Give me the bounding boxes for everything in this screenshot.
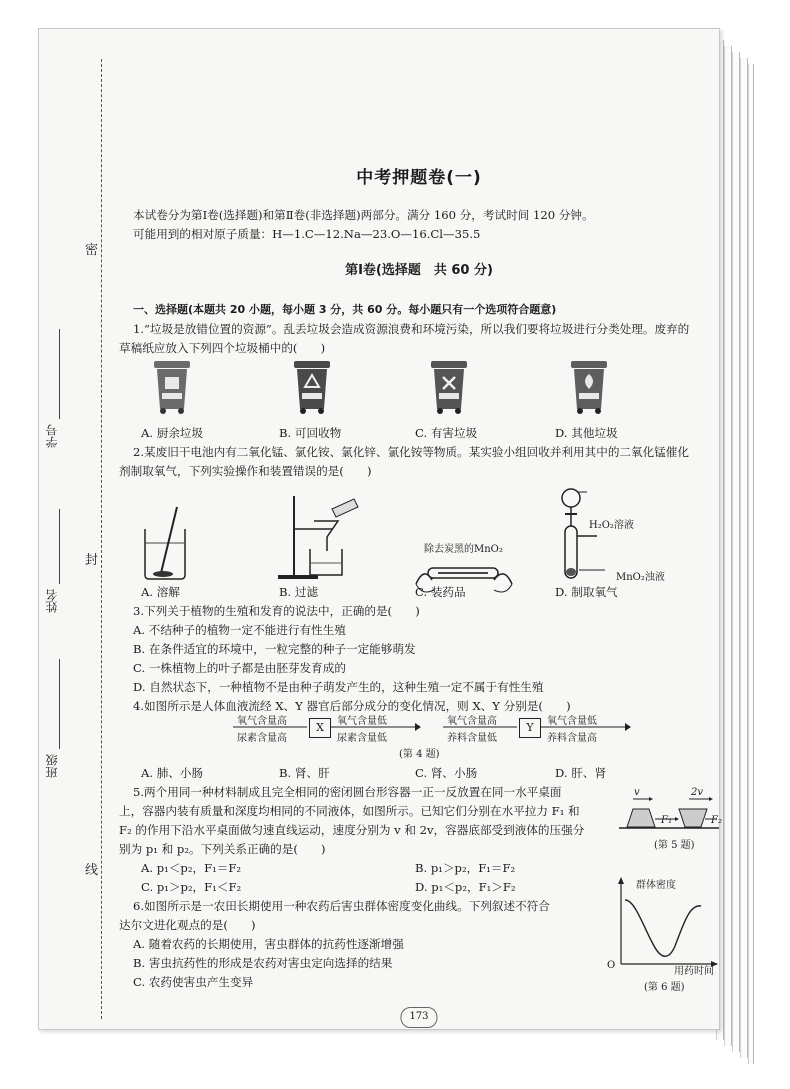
q3-option-b[interactable]: B. 在条件适宜的环境中，一粒完整的种子一定能够萌发 bbox=[133, 642, 416, 656]
q5-option-d[interactable]: D. p₁＜p₂，F₁＞F₂ bbox=[415, 880, 516, 894]
q4-option-d[interactable]: D. 肝、肾 bbox=[555, 766, 607, 780]
page-edge bbox=[724, 46, 732, 1046]
q6-ylabel: 群体密度 bbox=[636, 880, 676, 891]
exam-content bbox=[119, 29, 722, 1029]
page-edge bbox=[748, 64, 754, 1064]
q2-stem-line2: 剂制取氧气，下列实验操作和装置错误的是( ) bbox=[119, 464, 372, 478]
section-title: 第Ⅰ卷(选择题 共 60 分) bbox=[345, 263, 493, 278]
seal-char-mi: 密 bbox=[85, 243, 99, 258]
q3-stem: 3.下列关于植物的生殖和发育的说法中，正确的是( ) bbox=[133, 604, 420, 618]
page-number: 173 bbox=[400, 1007, 437, 1028]
q6-stem-line1: 6.如图所示是一农田长期使用一种农药后害虫群体密度变化曲线。下列叙述不符合 bbox=[133, 899, 550, 913]
filtration-stand-figure bbox=[274, 491, 364, 581]
q2-option-c[interactable]: C. 装药品 bbox=[415, 585, 466, 599]
q6-stem-line2: 达尔文进化观点的是( ) bbox=[119, 918, 256, 932]
atomic-masses: 可能用到的相对原子质量：H—1.C—12.Na—23.O—16.Cl—35.5 bbox=[133, 227, 481, 241]
q6-option-c[interactable]: C. 农药使害虫产生变异 bbox=[133, 975, 254, 989]
trash-bin-icon-hazardous bbox=[429, 359, 469, 415]
q2-h2o2-label: H₂O₂溶液 bbox=[589, 520, 634, 531]
q6-density-curve bbox=[617, 874, 719, 969]
q2-option-d[interactable]: D. 制取氧气 bbox=[555, 585, 618, 599]
trash-bin-icon-recyclable bbox=[292, 359, 332, 415]
q4-x-in-top: 氧气含量高 bbox=[237, 716, 287, 727]
q3-option-d[interactable]: D. 自然状态下，一种植物不是由种子萌发产生的，这种生殖一定不属于有性生殖 bbox=[133, 680, 544, 694]
q5-option-c[interactable]: C. p₁＞p₂，F₁＜F₂ bbox=[141, 880, 242, 894]
q5-f1-label: F₁ bbox=[661, 815, 672, 826]
q6-option-b[interactable]: B. 害虫抗药性的形成是农药对害虫定向选择的结果 bbox=[133, 956, 393, 970]
q1-option-d[interactable]: D. 其他垃圾 bbox=[555, 426, 618, 440]
q1-option-b[interactable]: B. 可回收物 bbox=[279, 426, 342, 440]
field-student-id-blank[interactable] bbox=[59, 329, 60, 419]
q4-x-arrow bbox=[231, 719, 421, 735]
q5-containers-figure bbox=[619, 797, 719, 833]
page-title: 中考押题卷(一) bbox=[356, 168, 482, 188]
q4-x-box: X bbox=[309, 718, 331, 738]
q5-stem-line3: F₂ 的作用下沿水平桌面做匀速直线运动，速度分别为 v 和 2v，容器底部受到液体的压强分 bbox=[119, 823, 585, 837]
section-instructions: 一、选择题(本题共 20 小题，每小题 3 分，共 60 分。每小题只有一个选项符合题意) bbox=[133, 303, 557, 316]
q4-x-out-top: 氧气含量低 bbox=[337, 716, 387, 727]
q4-caption: (第 4 题) bbox=[399, 749, 440, 760]
q1-option-a[interactable]: A. 厨余垃圾 bbox=[141, 426, 204, 440]
field-name-label: 姓名 bbox=[45, 589, 59, 613]
q4-y-out-top: 氧气含量低 bbox=[547, 716, 597, 727]
q5-stem-line2: 上，容器内装有质量和深度均相同的不同液体，如图所示。已知它们分别在水平拉力 F₁ 和 bbox=[119, 804, 580, 818]
q4-y-arrow bbox=[441, 719, 631, 735]
page-edge bbox=[732, 52, 740, 1052]
q4-option-b[interactable]: B. 肾、肝 bbox=[279, 766, 330, 780]
q4-x-out-bottom: 尿素含量低 bbox=[337, 733, 387, 744]
q6-xlabel: 用药时间 bbox=[674, 966, 714, 977]
q1-option-c[interactable]: C. 有害垃圾 bbox=[415, 426, 478, 440]
seal-char-feng: 封 bbox=[85, 553, 99, 568]
page-edge bbox=[740, 58, 748, 1058]
q4-y-out-bottom: 养料含量高 bbox=[547, 733, 597, 744]
trash-bin-icon-kitchen bbox=[152, 359, 192, 415]
q5-option-a[interactable]: A. p₁＜p₂，F₁＝F₂ bbox=[141, 861, 242, 875]
q5-v2-label: 2v bbox=[691, 787, 704, 798]
q4-y-in-top: 氧气含量高 bbox=[447, 716, 497, 727]
q4-y-box: Y bbox=[519, 718, 541, 738]
q3-option-a[interactable]: A. 不结种子的植物一定不能进行有性生殖 bbox=[133, 623, 346, 637]
q3-option-c[interactable]: C. 一株植物上的叶子都是由胚芽发育成的 bbox=[133, 661, 346, 675]
q6-option-a[interactable]: A. 随着农药的长期使用，害虫群体的抗药性逐渐增强 bbox=[133, 937, 404, 951]
q4-x-in-bottom: 尿素含量高 bbox=[237, 733, 287, 744]
q4-y-in-bottom: 养料含量低 bbox=[447, 733, 497, 744]
q4-option-c[interactable]: C. 肾、小肠 bbox=[415, 766, 478, 780]
q2-stem-line1: 2.某废旧干电池内有二氧化锰、氯化铵、氯化锌、氯化铵等物质。某实验小组回收并利用其中的二氧化锰催化 bbox=[133, 445, 689, 459]
q5-f2-label: F₂ bbox=[711, 815, 722, 826]
field-class-blank[interactable] bbox=[59, 659, 60, 749]
q1-stem-line2: 草稿纸应放入下列四个垃圾桶中的( ) bbox=[119, 341, 326, 355]
field-name-blank[interactable] bbox=[59, 509, 60, 584]
beaker-stirring-figure bbox=[137, 501, 197, 581]
binding-margin bbox=[39, 29, 109, 1029]
q5-caption: (第 5 题) bbox=[654, 840, 695, 851]
q5-stem-line1: 5.两个用同一种材料制成且完全相同的密闭圆台形容器一正一反放置在同一水平桌面 bbox=[133, 785, 562, 799]
binding-dashed-line bbox=[101, 59, 102, 1019]
exam-intro: 本试卷分为第Ⅰ卷(选择题)和第Ⅱ卷(非选择题)两部分。满分 160 分，考试时间 120 分钟。 bbox=[133, 208, 594, 222]
q5-stem-line4: 别为 p₁ 和 p₂。下列关系正确的是( ) bbox=[119, 842, 326, 856]
q2-mno2-note: 除去炭黑的MnO₂ bbox=[424, 544, 503, 555]
q4-option-a[interactable]: A. 肺、小肠 bbox=[141, 766, 204, 780]
q5-v1-label: v bbox=[634, 787, 640, 798]
field-student-id-label: 学号 bbox=[45, 424, 59, 448]
oxygen-generator-figure bbox=[549, 484, 609, 584]
q1-stem-line1: 1.“垃圾是放错位置的资源”。乱丢垃圾会造成资源浪费和环境污染，所以我们要将垃圾进行分类处理。废弃的 bbox=[133, 322, 690, 336]
field-class-label: 班级 bbox=[45, 754, 59, 778]
exam-page bbox=[38, 28, 720, 1030]
q6-caption: (第 6 题) bbox=[644, 982, 685, 993]
trash-bin-icon-other bbox=[569, 359, 609, 415]
q4-stem: 4.如图所示是人体血液流经 X、Y 器官后部分成分的变化情况，则 X、Y 分别是( ) bbox=[133, 699, 571, 713]
seal-char-xian: 线 bbox=[85, 863, 99, 878]
q2-option-b[interactable]: B. 过滤 bbox=[279, 585, 319, 599]
q5-option-b[interactable]: B. p₁＞p₂，F₁＝F₂ bbox=[415, 861, 516, 875]
q2-option-a[interactable]: A. 溶解 bbox=[141, 585, 180, 599]
q2-mno2-liquid-label: MnO₂浊液 bbox=[616, 572, 665, 583]
q6-origin: O bbox=[607, 960, 616, 971]
